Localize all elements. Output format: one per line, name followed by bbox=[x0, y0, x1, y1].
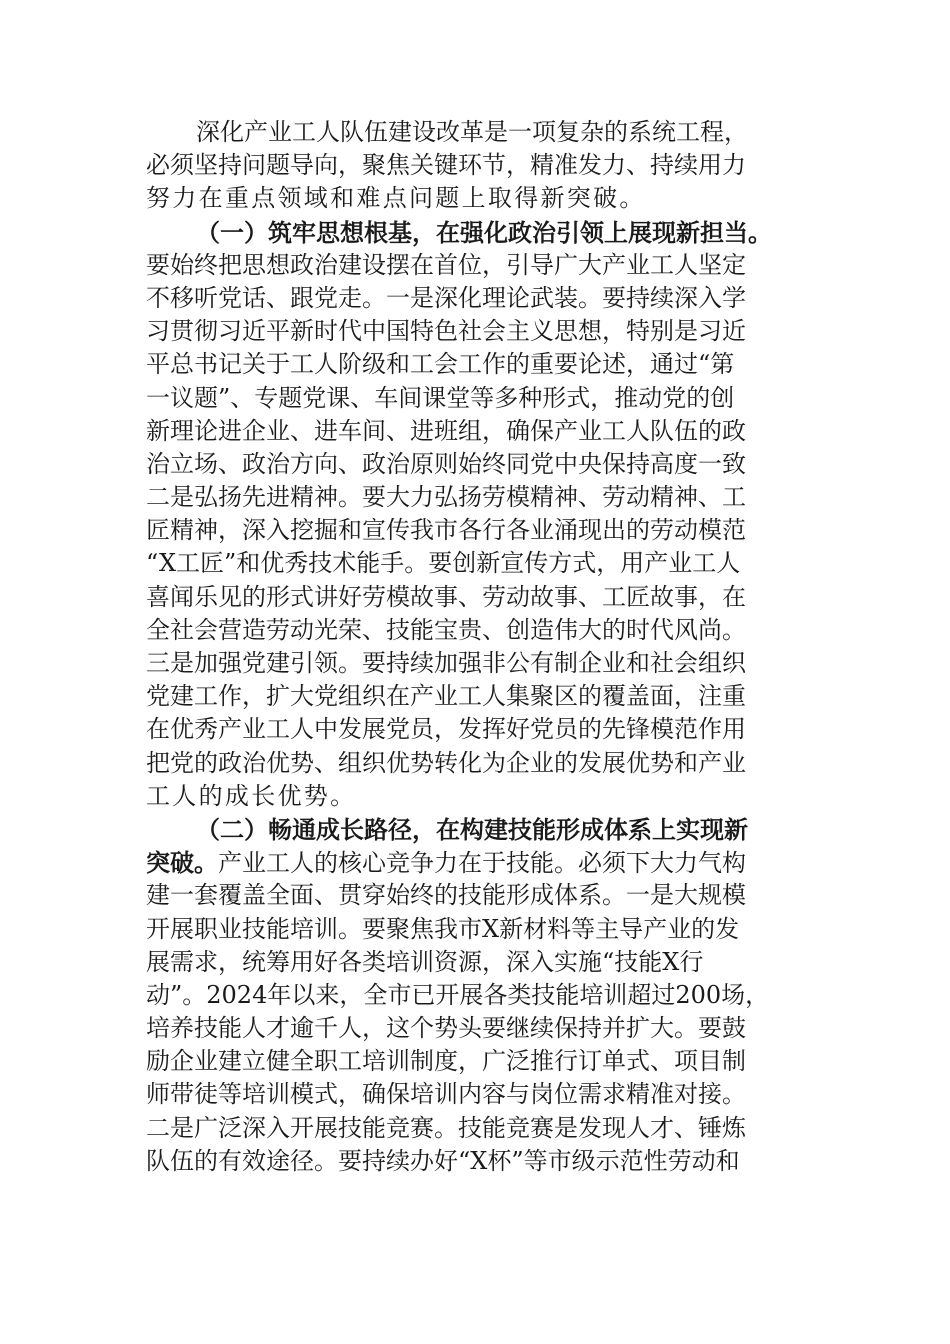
body-text-line: 三是加强党建引领。要持续加强非公有制企业和社会组织 bbox=[146, 649, 746, 677]
body-text-line: 开展职业技能培训。要聚焦我市X新材料等主导产业的发 bbox=[146, 914, 740, 943]
body-text-line: 深化产业工人队伍建设改革是一项复杂的系统工程， bbox=[196, 118, 748, 146]
body-text-line: 师带徒等培训模式，确保培训内容与岗位需求精准对接。 bbox=[146, 1080, 746, 1109]
body-text-line: 二是弘扬先进精神。要大力弘扬劳模精神、劳动精神、工 bbox=[146, 483, 746, 512]
body-text-line: 不移听党话、跟党走。一是深化理论武装。要持续深入学 bbox=[146, 283, 746, 312]
body-text-line: 喜闻乐见的形式讲好劳模故事、劳动故事、工匠故事，在 bbox=[146, 582, 746, 611]
body-text-line: 治立场、政治方向、政治原则始终同党中央保持高度一致 bbox=[146, 449, 746, 478]
body-text-line: 新理论进企业、进车间、进班组，确保产业工人队伍的政 bbox=[146, 416, 746, 445]
body-text-line: 把党的政治优势、组织优势转化为企业的发展优势和产业 bbox=[146, 748, 746, 777]
body-text-line: 队伍的有效途径。要持续办好“X杯”等市级示范性劳动和 bbox=[146, 1146, 740, 1175]
body-text-line: 全社会营造劳动光荣、技能宝贵、创造伟大的时代风尚。 bbox=[146, 615, 746, 644]
body-text-line: 展需求，统筹用好各类培训资源，深入实施“技能X行 bbox=[146, 947, 704, 976]
body-text-line: 要始终把思想政治建设摆在首位，引导广大产业工人坚定 bbox=[146, 250, 746, 279]
body-text-line: 一议题”、专题党课、车间课堂等多种形式，推动党的创 bbox=[146, 383, 735, 412]
body-text-line: 党建工作，扩大党组织在产业工人集聚区的覆盖面，注重 bbox=[146, 682, 746, 711]
section-heading-line: （一）筑牢思想根基，在强化政治引领上展现新担当。 bbox=[196, 217, 772, 247]
body-text-line: 努力在重点领域和难点问题上取得新突破。 bbox=[146, 184, 646, 213]
body-text-line: 二是广泛深入开展技能竞赛。技能竞赛是发现人才、锤炼 bbox=[146, 1113, 746, 1142]
body-text-line: 平总书记关于工人阶级和工会工作的重要论述，通过“第 bbox=[146, 350, 735, 379]
body-text-line bbox=[146, 846, 806, 879]
body-text-line: 必须坚持问题导向，聚焦关键环节，精准发力、持续用力 bbox=[146, 151, 746, 180]
body-text-line: 在优秀产业工人中发展党员，发挥好党员的先锋模范作用 bbox=[146, 715, 746, 744]
body-text-line: 工人的成长优势。 bbox=[146, 781, 357, 810]
body-text-line: 动”。2024年以来，全市已开展各类技能培训超过200场， bbox=[146, 980, 770, 1009]
heading-tail: 突破。 bbox=[146, 848, 218, 878]
body-text-line: 培养技能人才逾千人，这个势头要继续保持并扩大。要鼓 bbox=[146, 1014, 746, 1043]
body-text-line: 建一套覆盖全面、贯穿始终的技能形成体系。一是大规模 bbox=[146, 881, 746, 910]
document-body bbox=[146, 116, 806, 1178]
body-text-line: 匠精神，深入挖掘和宣传我市各行各业涌现出的劳动模范 bbox=[146, 516, 746, 545]
section-heading-line: （二）畅通成长路径，在构建技能形成体系上实现新 bbox=[196, 814, 748, 844]
body-text-line: 励企业建立健全职工培训制度，广泛推行订单式、项目制 bbox=[146, 1047, 746, 1076]
body-text: 产业工人的核心竞争力在于技能。必须下大力气构 bbox=[218, 849, 746, 878]
body-text-line: “X工匠”和优秀技术能手。要创新宣传方式，用产业工人 bbox=[146, 549, 741, 578]
body-text-line: 习贯彻习近平新时代中国特色社会主义思想，特别是习近 bbox=[146, 317, 746, 346]
